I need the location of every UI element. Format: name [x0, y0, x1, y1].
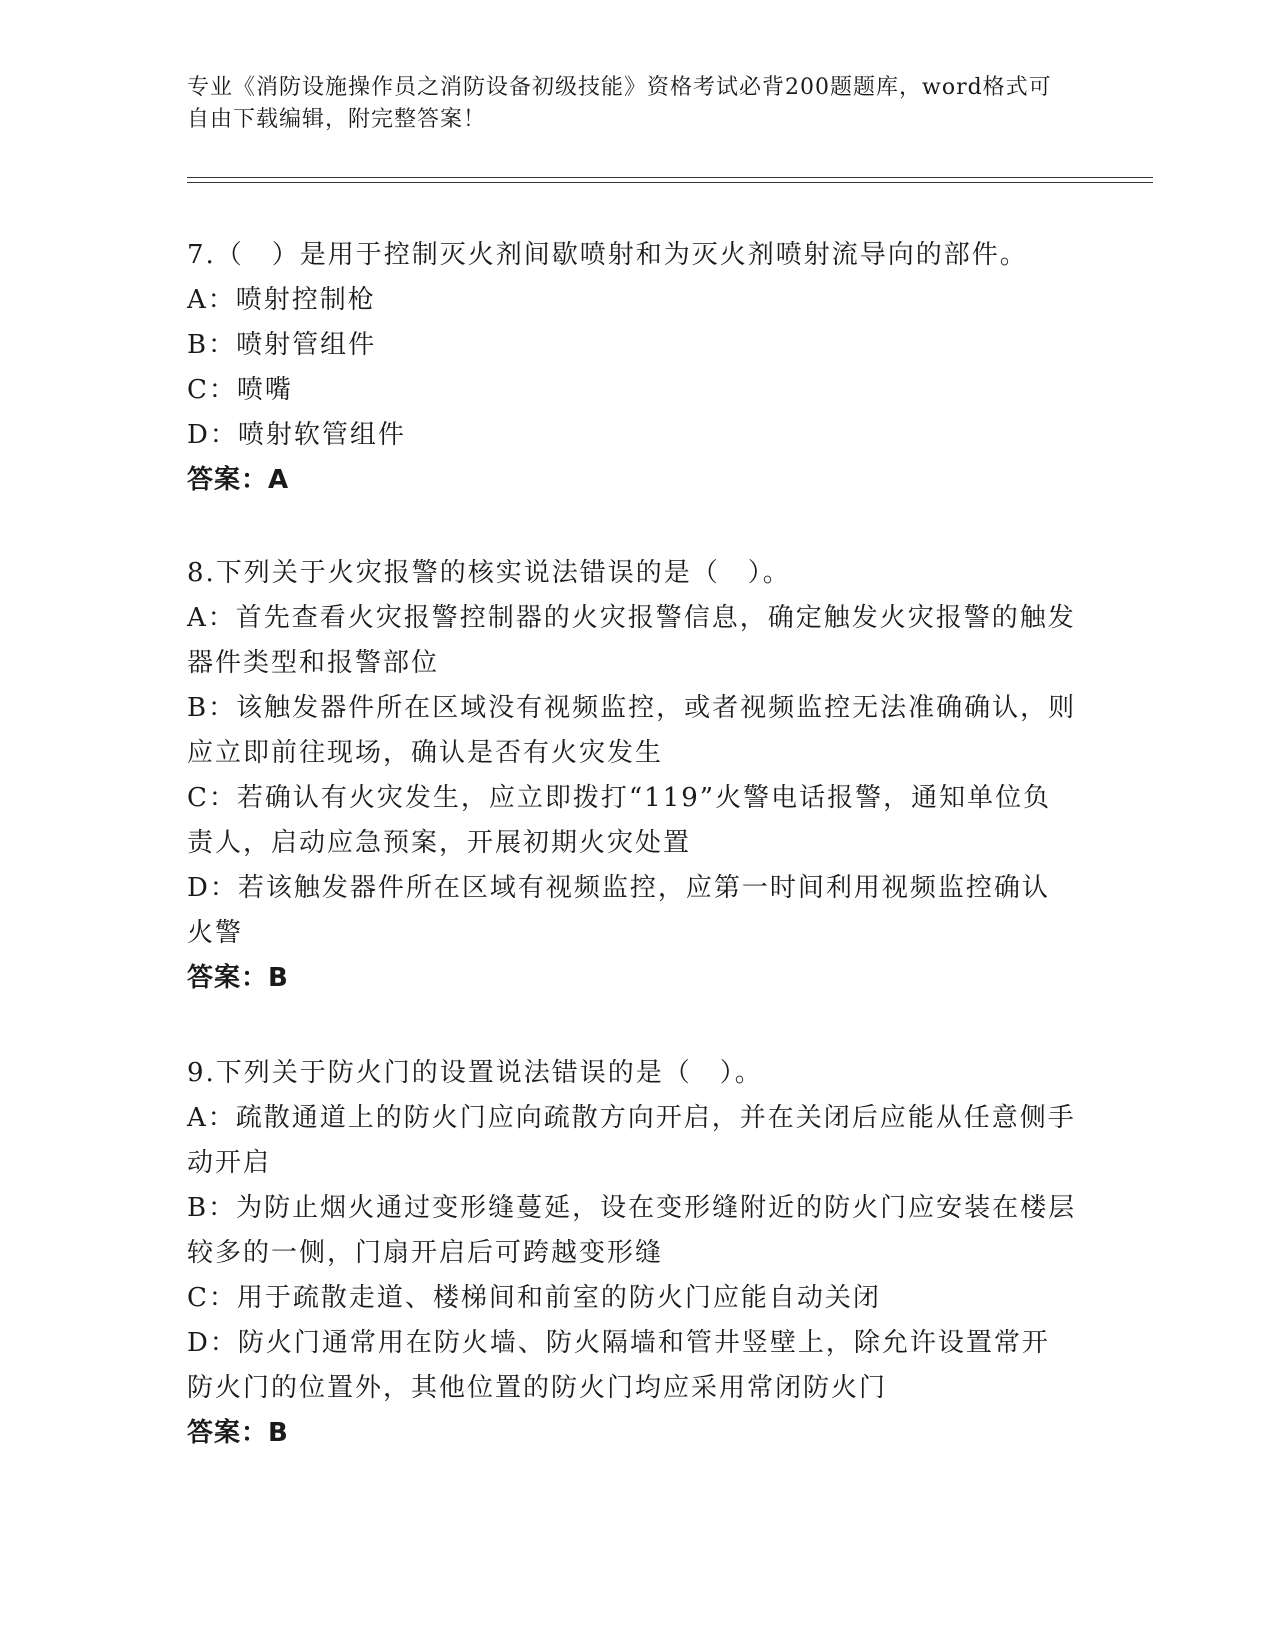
- answer-line: 答案：B: [187, 963, 289, 993]
- option-d: D：防火门通常用在防火墙、防火隔墙和管井竖壁上，除允许设置常开防火门的位置外，其他位置的防火门均应采用常闭防火门: [187, 1328, 1050, 1403]
- document-header: 专业《消防设施操作员之消防设备初级技能》资格考试必背200题题库，word格式可自由下载编辑，附完整答案！: [187, 75, 1052, 132]
- question-stem: 8.下列关于火灾报警的核实说法错误的是（ ）。: [187, 558, 791, 588]
- answer-line: 答案：B: [187, 1418, 289, 1448]
- option-c: C：用于疏散走道、楼梯间和前室的防火门应能自动关闭: [187, 1283, 881, 1313]
- option-a: A：疏散通道上的防火门应向疏散方向开启，并在关闭后应能从任意侧手动开启: [187, 1103, 1076, 1178]
- option-a: A：喷射控制枪: [187, 285, 376, 315]
- option-d: D：若该触发器件所在区域有视频监控，应第一时间利用视频监控确认火警: [187, 873, 1050, 948]
- option-b: B：喷射管组件: [187, 330, 377, 360]
- question-block: [187, 233, 1077, 503]
- question-block: [187, 1051, 1077, 1456]
- option-a: A：首先查看火灾报警控制器的火灾报警信息，确定触发火灾报警的触发器件类型和报警部位: [187, 603, 1076, 678]
- option-c: C：若确认有火灾发生，应立即拨打“119”火警电话报警，通知单位负责人，启动应急预案，开展初期火灾处置: [187, 783, 1052, 858]
- option-b: B：为防止烟火通过变形缝蔓延，设在变形缝附近的防火门应安装在楼层较多的一侧，门扇开启后可跨越变形缝: [187, 1193, 1077, 1268]
- option-c: C：喷嘴: [187, 375, 293, 405]
- answer-line: 答案：A: [187, 465, 290, 495]
- question-block: [187, 551, 1077, 1001]
- question-stem: 7.（ ）是用于控制灭火剂间歇喷射和为灭火剂喷射流导向的部件。: [187, 240, 1028, 270]
- option-d: D：喷射软管组件: [187, 420, 406, 450]
- question-stem: 9.下列关于防火门的设置说法错误的是（ ）。: [187, 1058, 763, 1088]
- option-b: B：该触发器件所在区域没有视频监控，或者视频监控无法准确确认，则应立即前往现场，确认是否有火灾发生: [187, 693, 1077, 768]
- header-divider: [187, 177, 1153, 183]
